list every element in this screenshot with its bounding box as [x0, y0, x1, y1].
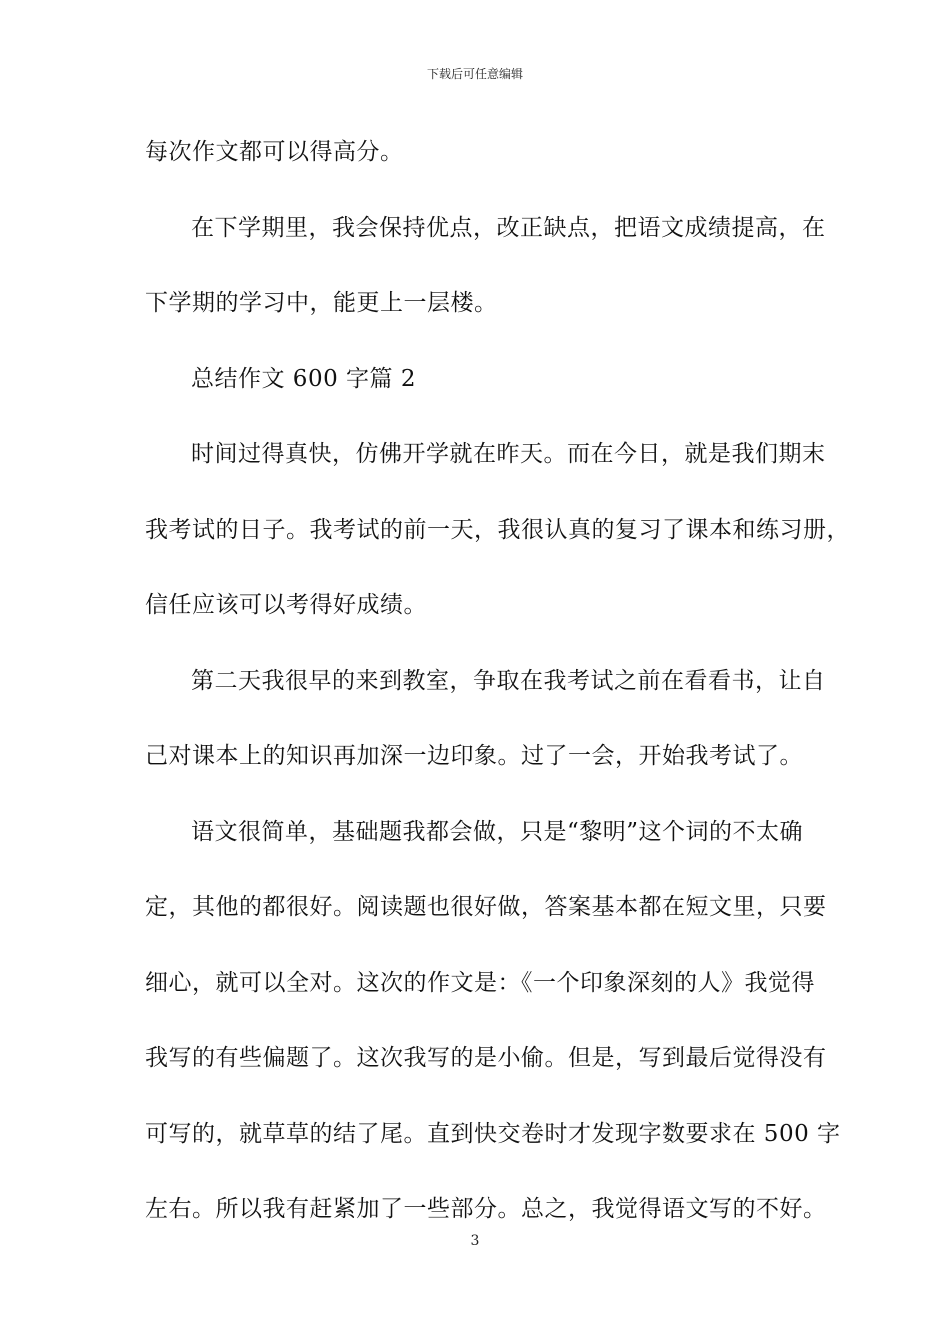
body-text — [145, 132, 850, 1265]
text-line: 在下学期里，我会保持优点，改正缺点，把语文成绩提高，在 — [191, 214, 826, 241]
text-line: 左右。所以我有赶紧加了一些部分。总之，我觉得语文写的不好。 — [145, 1196, 827, 1222]
section-heading: 总结作文 600 字篇 2 — [191, 365, 416, 392]
text-line: 时间过得真快，仿佛开学就在昨天。而在今日，就是我们期末 — [191, 441, 826, 467]
text-line: 定，其他的都很好。阅读题也很好做，答案基本都在短文里，只要 — [145, 894, 827, 920]
text-line: 我考试的日子。我考试的前一天，我很认真的复习了课本和练习册， — [145, 516, 850, 543]
page-header: 下载后可任意编辑 — [426, 67, 523, 81]
text-line: 己对课本上的知识再加深一边印象。过了一会，开始我考试了。 — [145, 743, 803, 769]
text-line: 可写的，就草草的结了尾。直到快交卷时才发现字数要求在 500 字 — [145, 1120, 841, 1147]
text-line: 下学期的学习中，能更上一层楼。 — [145, 290, 498, 316]
text-line: 每次作文都可以得高分。 — [145, 139, 404, 165]
text-line: 细心，就可以全对。这次的作文是：《一个印象深刻的人》我觉得 — [145, 969, 815, 996]
text-line: 语文很简单，基础题我都会做，只是“黎明”这个词的不太确 — [191, 818, 804, 845]
text-line: 我写的有些偏题了。这次我写的是小偷。但是，写到最后觉得没有 — [145, 1045, 827, 1071]
text-line: 第二天我很早的来到教室，争取在我考试之前在看看书，让自 — [191, 667, 826, 694]
text-line: 信任应该可以考得好成绩。 — [145, 592, 427, 618]
page-number: 3 — [470, 1233, 480, 1249]
